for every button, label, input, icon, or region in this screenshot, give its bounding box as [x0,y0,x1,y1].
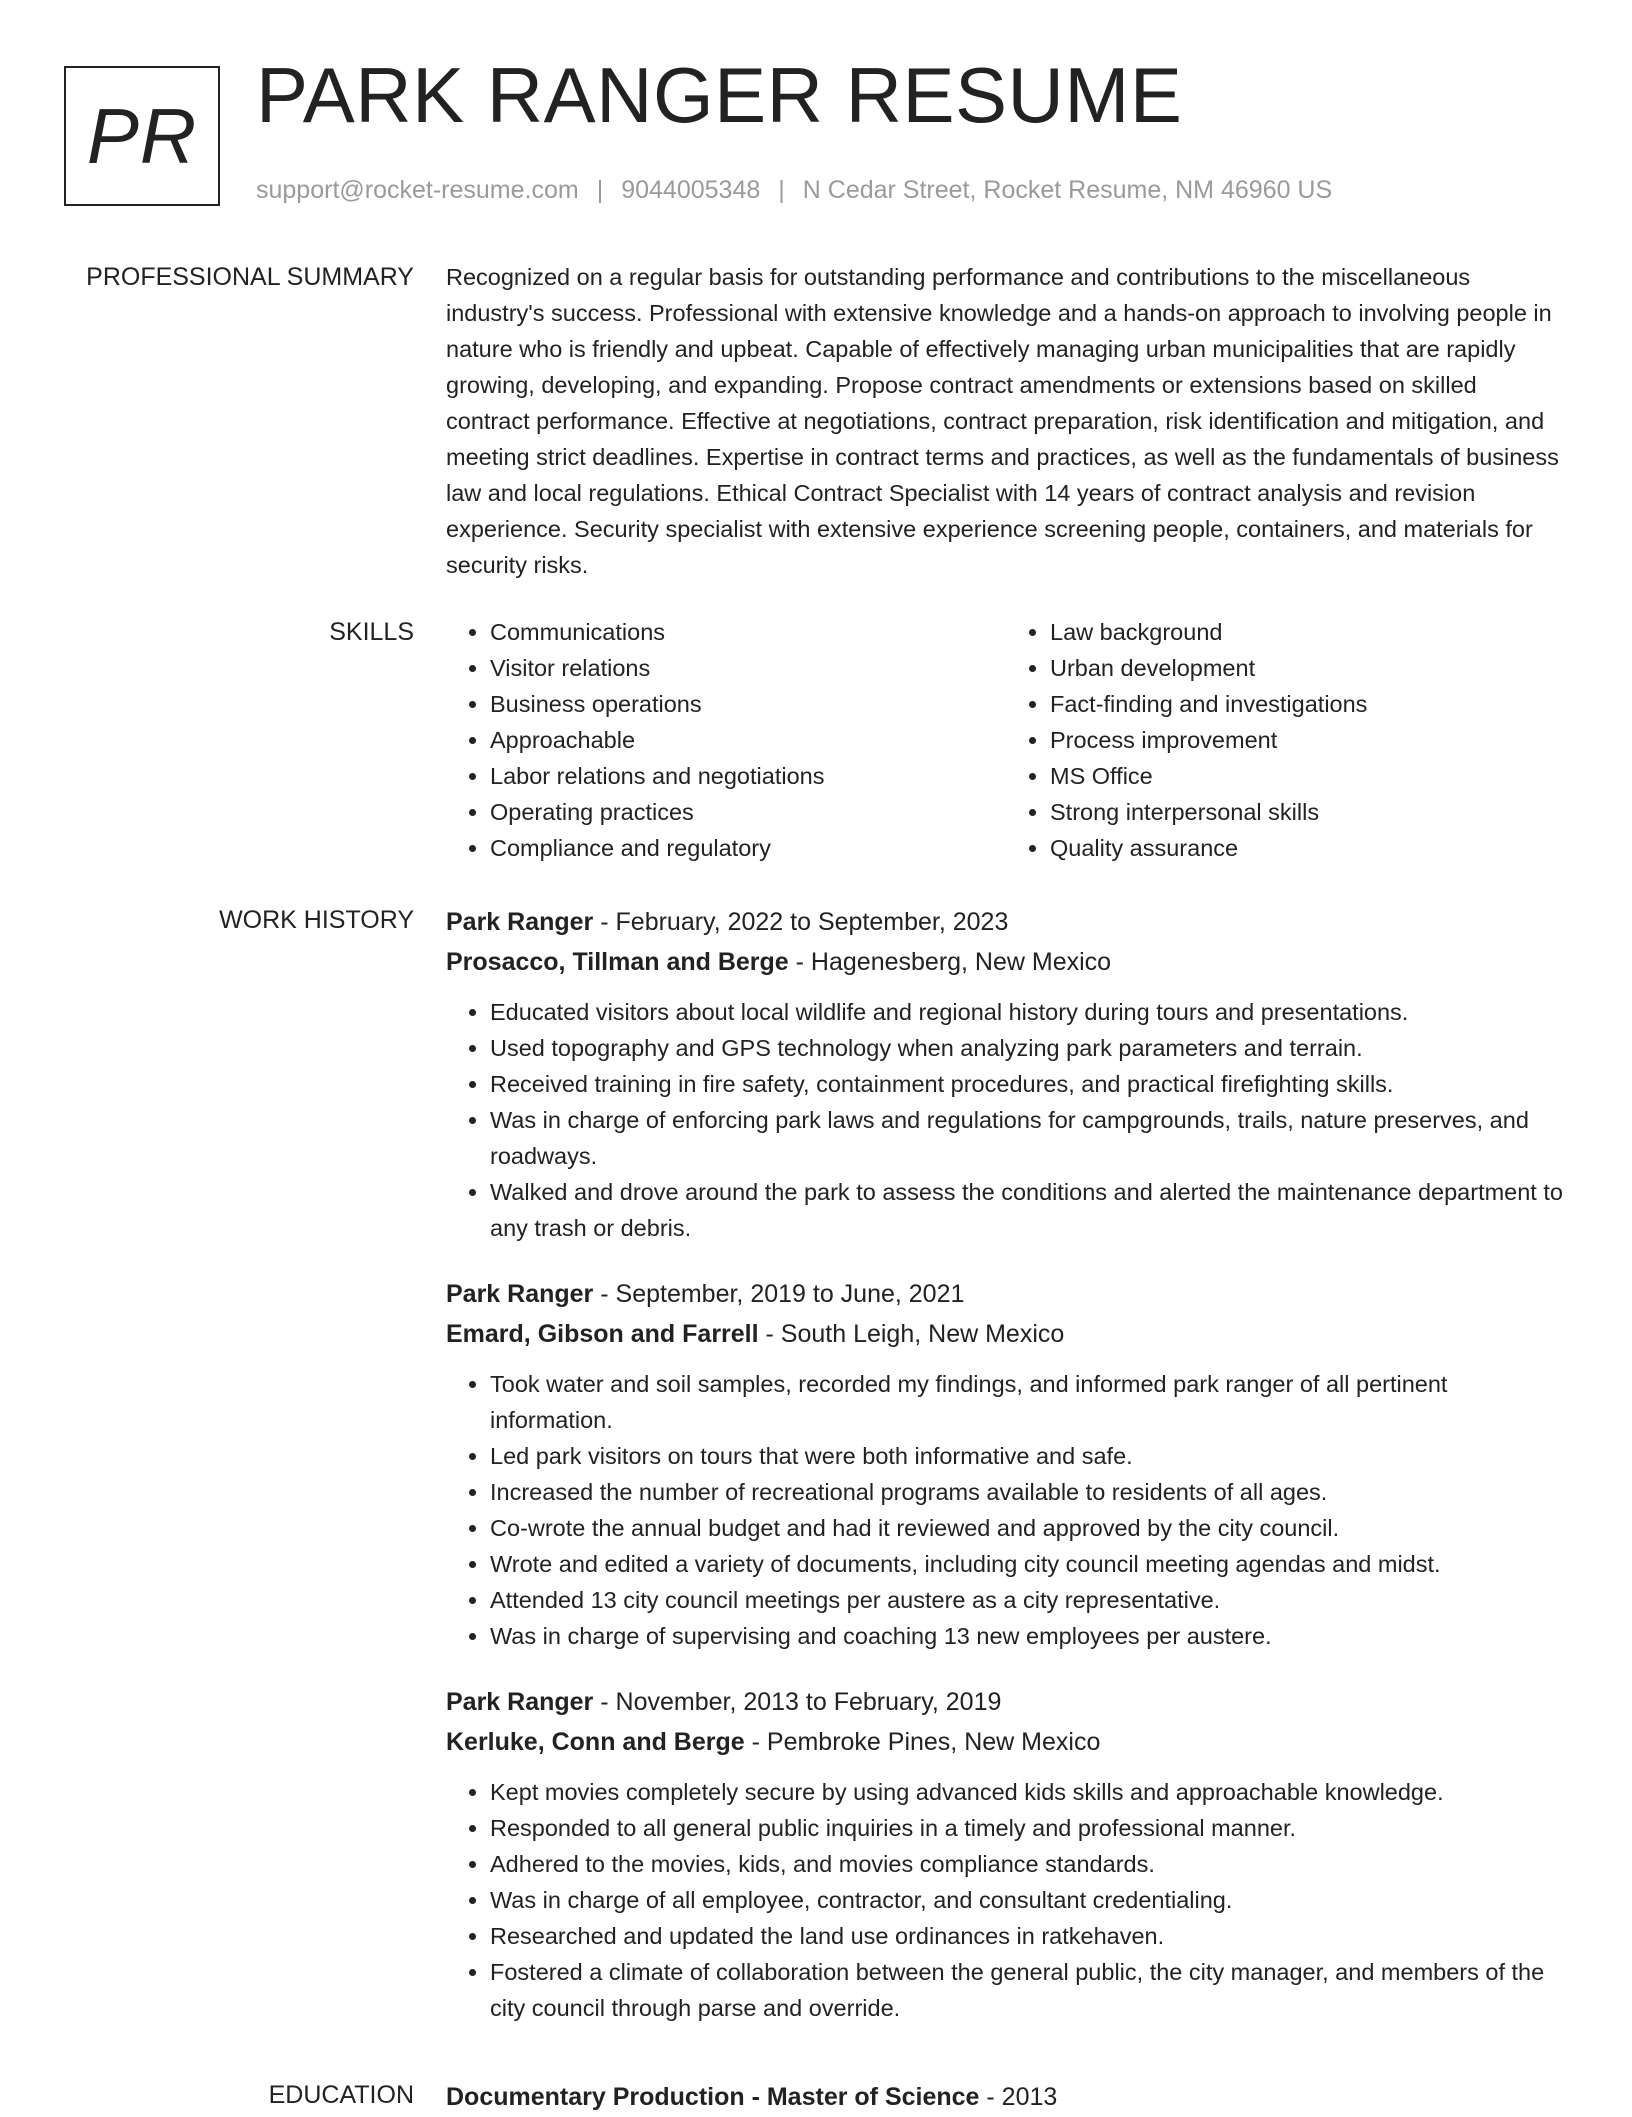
skills-list-left [446,614,1006,866]
job-title-line [446,1682,1566,1722]
job-bullet: • Responded to all general public inquiries in a timely and professional manner. [490,1810,1566,1846]
job-title: Park Ranger [446,1280,594,1308]
skill-item: • Urban development [1050,650,1566,686]
section-label-summary: PROFESSIONAL SUMMARY [86,263,414,291]
skill-item: • Fact-finding and investigations [1050,686,1566,722]
job-company: Emard, Gibson and Farrell [446,1320,759,1348]
job-bullet: • Took water and soil samples, recorded my findings, and informed park ranger of all pertinent information. [490,1366,1566,1438]
job-company: Kerluke, Conn and Berge [446,1728,745,1756]
education-year: - 2013 [979,2083,1058,2111]
skill-item: • Communications [490,614,1006,650]
job-entry [446,1682,1566,2026]
job-bullet: • Received training in fire safety, containment procedures, and practical firefighting skills. [490,1066,1566,1102]
job-bullet: • Adhered to the movies, kids, and movies compliance standards. [490,1846,1566,1882]
job-title-line [446,902,1566,942]
job-company-line [446,1722,1566,1762]
skill-item: • Strong interpersonal skills [1050,794,1566,830]
skill-item: • Business operations [490,686,1006,722]
page-title: PARK RANGER RESUME [256,51,1183,139]
job-bullet: • Co-wrote the annual budget and had it reviewed and approved by the city council. [490,1510,1566,1546]
contact-separator: | [778,176,785,204]
education-degree: Documentary Production - Master of Science [446,2083,980,2111]
section-label-skills: SKILLS [329,618,414,646]
job-dates: - September, 2019 to June, 2021 [593,1280,965,1308]
job-title: Park Ranger [446,1688,594,1716]
job-bullet: • Was in charge of supervising and coaching 13 new employees per austere. [490,1618,1566,1654]
skill-item: • Visitor relations [490,650,1006,686]
skill-item: • Labor relations and negotiations [490,758,1006,794]
skill-item: • Quality assurance [1050,830,1566,866]
skill-item: • Operating practices [490,794,1006,830]
job-company-line [446,1314,1566,1354]
skill-item: • MS Office [1050,758,1566,794]
job-location: - Pembroke Pines, New Mexico [744,1728,1101,1756]
job-bullet: • Attended 13 city council meetings per austere as a city representative. [490,1582,1566,1618]
job-location: - South Leigh, New Mexico [758,1320,1065,1348]
skill-item: • Compliance and regulatory [490,830,1006,866]
job-bullet: • Educated visitors about local wildlife and regional history during tours and presentations. [490,994,1566,1030]
job-bullet: • Kept movies completely secure by using advanced kids skills and approachable knowledge. [490,1774,1566,1810]
job-bullet: • Was in charge of enforcing park laws and regulations for campgrounds, trails, nature preserves, and roadways. [490,1102,1566,1174]
job-dates: - February, 2022 to September, 2023 [593,908,1009,936]
job-bullet: • Was in charge of all employee, contractor, and consultant credentialing. [490,1882,1566,1918]
education-line [446,2077,1566,2117]
contact-line [256,176,1332,205]
job-title: Park Ranger [446,908,594,936]
job-dates: - November, 2013 to February, 2019 [593,1688,1002,1716]
contact-phone[interactable]: 9044005348 [621,176,761,204]
job-bullet: • Used topography and GPS technology when analyzing park parameters and terrain. [490,1030,1566,1066]
skills-list-right [1006,614,1566,866]
job-bullets [446,994,1566,1246]
job-title-line [446,1274,1566,1314]
monogram-logo: PR [64,66,220,206]
job-bullets [446,1774,1566,2026]
job-bullet: • Fostered a climate of collaboration between the general public, the city manager, and members of the city council through parse and override. [490,1954,1566,2026]
job-bullet: • Increased the number of recreational programs available to residents of all ages. [490,1474,1566,1510]
job-bullet: • Wrote and edited a variety of documents, including city council meeting agendas and midst. [490,1546,1566,1582]
job-company-line [446,942,1566,982]
job-bullet: • Walked and drove around the park to assess the conditions and alerted the maintenance department to any trash or debris. [490,1174,1566,1246]
job-entry [446,902,1566,1246]
job-bullet: • Researched and updated the land use ordinances in ratkehaven. [490,1918,1566,1954]
contact-email[interactable]: support@rocket-resume.com [256,176,579,204]
contact-separator: | [596,176,604,204]
job-company: Prosacco, Tillman and Berge [446,948,789,976]
section-label-work-history: WORK HISTORY [219,906,414,934]
job-entry [446,1274,1566,1654]
skill-item: • Law background [1050,614,1566,650]
skill-item: • Approachable [490,722,1006,758]
job-location: - Hagenesberg, New Mexico [788,948,1112,976]
job-bullets [446,1366,1566,1654]
job-bullet: • Led park visitors on tours that were both informative and safe. [490,1438,1566,1474]
contact-address: N Cedar Street, Rocket Resume, NM 46960 US [802,176,1333,204]
summary-text: Recognized on a regular basis for outstanding performance and contributions to the miscellaneous industry's success. Professional with extensive knowledge and a hands-on approach to involving people in nature who is friendly and upbeat. Capable of effectively managing urban municipalities that are rapidly growing, developing, and expanding. Propose contract amendments or extensions based on skilled contract performance. Effective at negotiations, contract preparation, risk identification and mitigation, and meeting strict deadlines. Expertise in contract terms and practices, as well as the fundamentals of business law and local regulations. Ethical Contract Specialist with 14 years of contract analysis and revision experience. Security specialist with extensive experience screening people, containers, and materials for security risks. [446,264,1559,578]
section-label-education: EDUCATION [268,2081,414,2109]
skill-item: • Process improvement [1050,722,1566,758]
